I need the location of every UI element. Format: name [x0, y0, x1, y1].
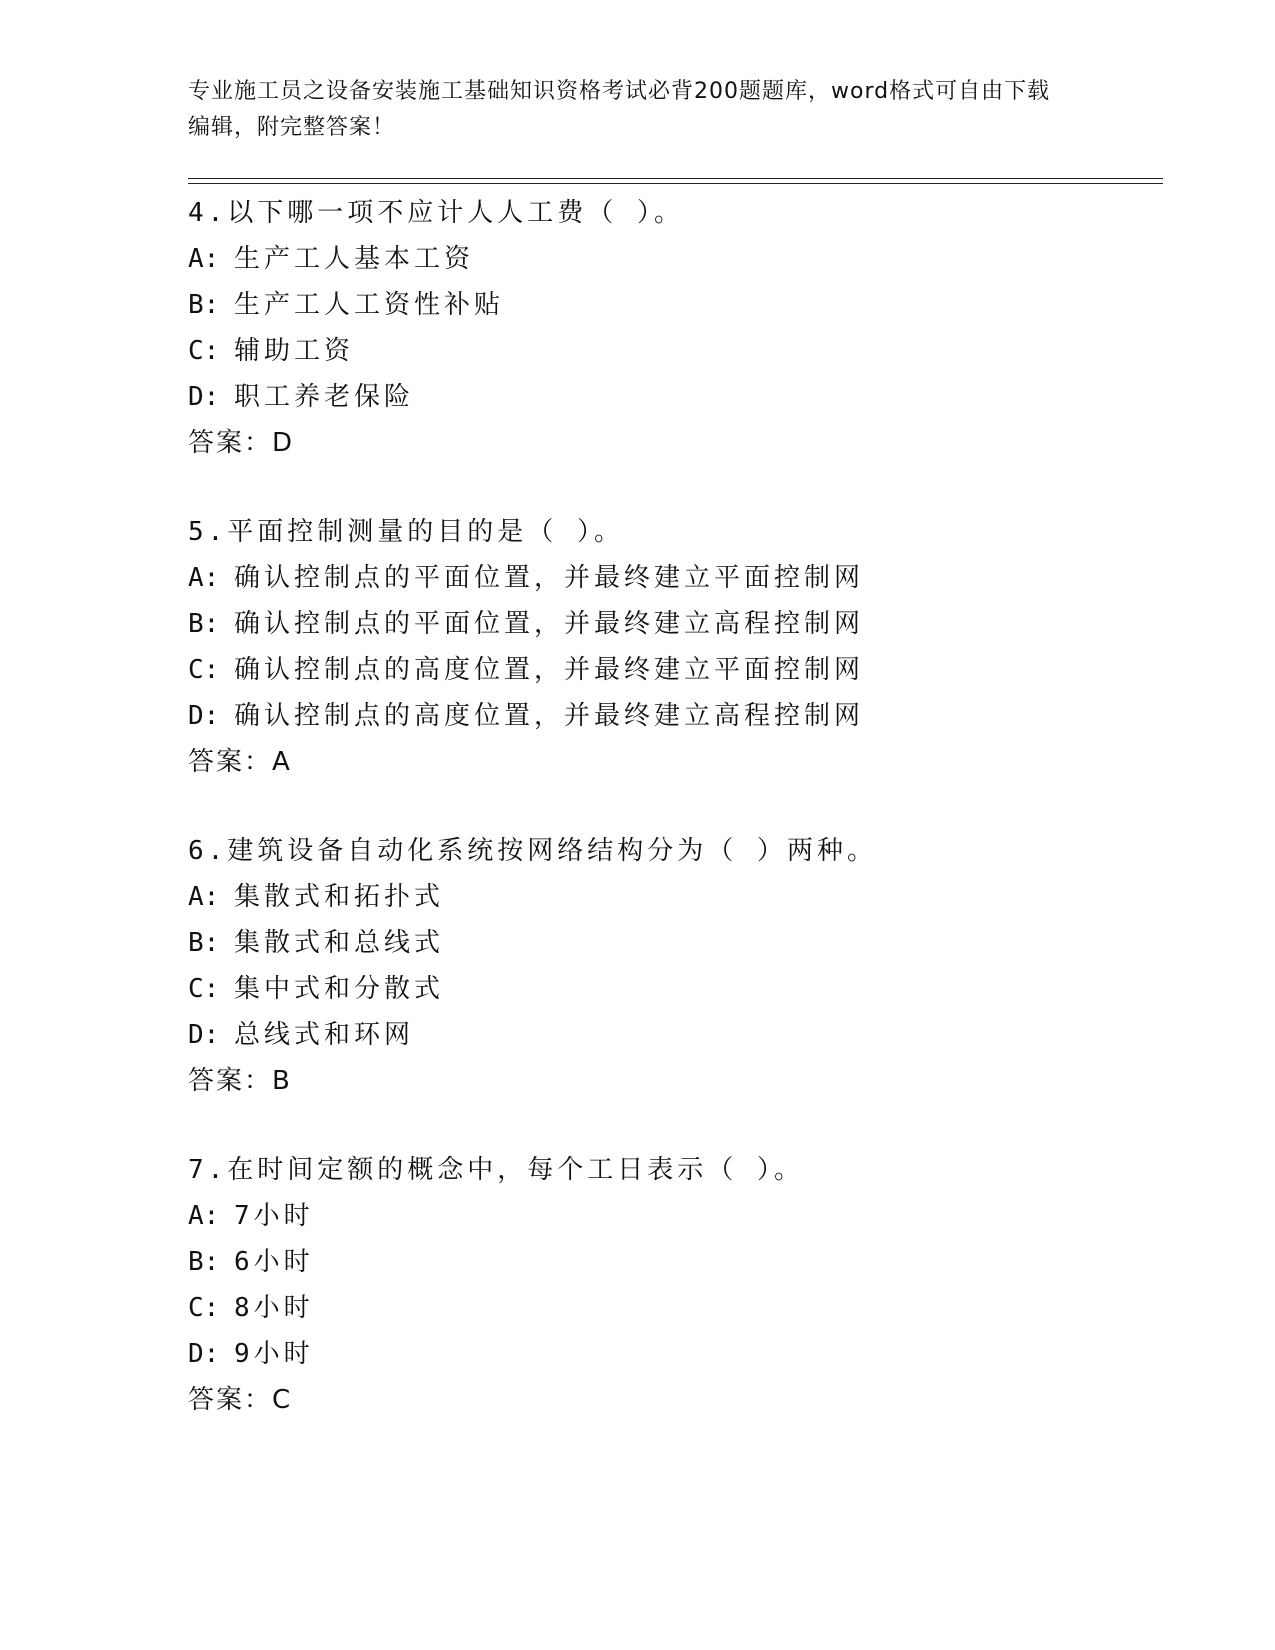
question-list: [188, 190, 1148, 1466]
option-text: 生产工人工资性补贴: [234, 290, 505, 320]
answer-line: [188, 1377, 1148, 1423]
option-label: D:: [188, 1020, 220, 1050]
option-a: [188, 874, 1148, 920]
option-c: [188, 1285, 1148, 1331]
option-text: 职工养老保险: [234, 382, 415, 412]
option-text: 集散式和总线式: [234, 928, 445, 958]
answer-value: D: [272, 428, 293, 458]
option-label: C:: [188, 655, 220, 685]
header-divider: [188, 178, 1163, 184]
option-text: 确认控制点的平面位置，并最终建立平面控制网: [234, 563, 865, 593]
answer-label: 答案：: [188, 428, 273, 458]
question-6: [188, 828, 1148, 1104]
option-text: 辅助工资: [234, 336, 355, 366]
option-label: A:: [188, 563, 220, 593]
option-label: B:: [188, 928, 220, 958]
option-label: A:: [188, 882, 220, 912]
option-label: B:: [188, 290, 220, 320]
option-label: B:: [188, 1247, 220, 1277]
option-b: [188, 601, 1148, 647]
option-label: A:: [188, 244, 220, 274]
option-a: [188, 555, 1148, 601]
question-stem: 4.以下哪一项不应计人人工费（ ）。: [188, 198, 684, 228]
answer-line: [188, 420, 1148, 466]
option-text: 6小时: [234, 1247, 314, 1277]
answer-label: 答案：: [188, 1385, 273, 1415]
option-label: D:: [188, 701, 220, 731]
answer-label: 答案：: [188, 1066, 273, 1096]
question-stem: 6.建筑设备自动化系统按网络结构分为（ ）两种。: [188, 836, 877, 866]
option-text: 生产工人基本工资: [234, 244, 475, 274]
answer-value: A: [272, 747, 290, 777]
option-text: 9小时: [234, 1339, 314, 1369]
option-text: 确认控制点的平面位置，并最终建立高程控制网: [234, 609, 865, 639]
option-label: D:: [188, 1339, 220, 1369]
option-a: [188, 236, 1148, 282]
option-label: D:: [188, 382, 220, 412]
option-d: [188, 693, 1148, 739]
option-text: 8小时: [234, 1293, 314, 1323]
answer-value: C: [272, 1385, 291, 1415]
option-text: 确认控制点的高度位置，并最终建立平面控制网: [234, 655, 865, 685]
option-c: [188, 966, 1148, 1012]
option-text: 总线式和环网: [234, 1020, 415, 1050]
question-4: [188, 190, 1148, 466]
option-label: A:: [188, 1201, 220, 1231]
option-d: [188, 1012, 1148, 1058]
question-5: [188, 509, 1148, 785]
question-stem: 5.平面控制测量的目的是（ ）。: [188, 517, 624, 547]
option-d: [188, 1331, 1148, 1377]
option-text: 7小时: [234, 1201, 314, 1231]
option-label: C:: [188, 336, 220, 366]
option-a: [188, 1193, 1148, 1239]
answer-label: 答案：: [188, 747, 273, 777]
option-label: C:: [188, 974, 220, 1004]
question-7: [188, 1147, 1148, 1423]
option-d: [188, 374, 1148, 420]
option-b: [188, 282, 1148, 328]
option-text: 集散式和拓扑式: [234, 882, 445, 912]
option-text: 集中式和分散式: [234, 974, 445, 1004]
answer-line: [188, 1058, 1148, 1104]
option-c: [188, 328, 1148, 374]
option-b: [188, 1239, 1148, 1285]
option-text: 确认控制点的高度位置，并最终建立高程控制网: [234, 701, 865, 731]
option-label: B:: [188, 609, 220, 639]
answer-value: B: [272, 1066, 290, 1096]
document-header: 专业施工员之设备安装施工基础知识资格考试必背200题题库，word格式可自由下载编辑，附完整答案！: [188, 79, 1051, 140]
question-stem: 7.在时间定额的概念中，每个工日表示（ ）。: [188, 1155, 804, 1185]
option-c: [188, 647, 1148, 693]
option-label: C:: [188, 1293, 220, 1323]
option-b: [188, 920, 1148, 966]
answer-line: [188, 739, 1148, 785]
